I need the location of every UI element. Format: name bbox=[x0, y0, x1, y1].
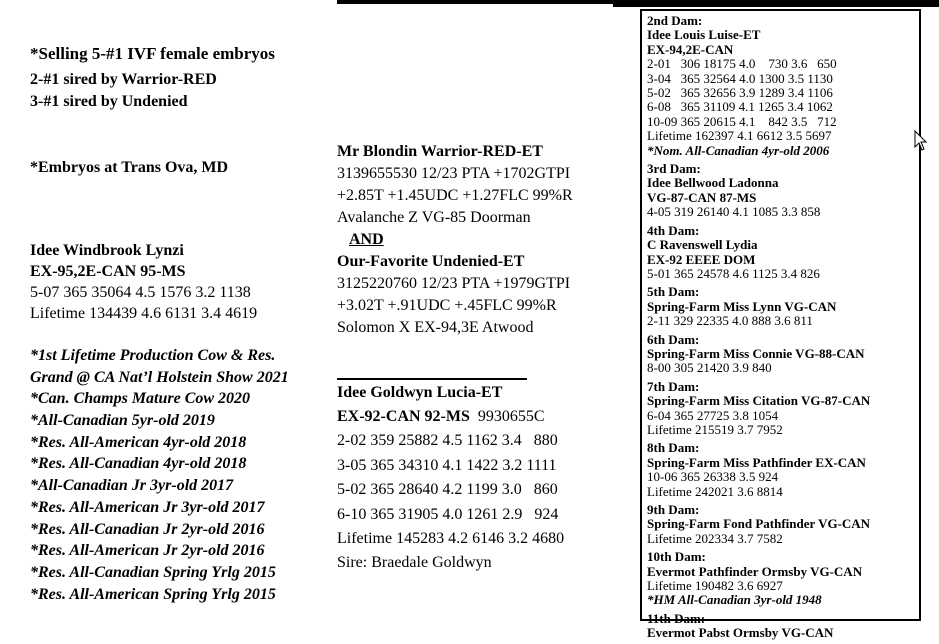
award-item: Grand @ CA Nat’l Holstein Show 2021 bbox=[30, 368, 289, 386]
sire2-name: Our-Favorite Undenied-ET bbox=[337, 253, 525, 270]
dam2-class: EX-94,2E-CAN bbox=[647, 41, 734, 57]
sire1-line2: +2.85T +1.45UDC +1.27FLC 99%R bbox=[337, 187, 573, 204]
dam7-label: 7th Dam: bbox=[647, 378, 700, 394]
award-item: *1st Lifetime Production Cow & Res. bbox=[30, 347, 276, 364]
dam8-name: Spring-Farm Miss Pathfinder EX-CAN bbox=[647, 454, 866, 470]
dam8-lifetime: Lifetime 242021 3.6 8814 bbox=[647, 483, 783, 499]
dam8-record: 10-06 365 26338 3.5 924 bbox=[647, 469, 779, 485]
dam-record: 2-02 359 25882 4.5 1162 3.4 880 bbox=[337, 432, 558, 450]
top-rule bbox=[337, 0, 613, 4]
award-item: *Res. All-American Jr 2yr-old 2016 bbox=[30, 542, 265, 560]
dam10-label: 10th Dam: bbox=[647, 549, 706, 565]
dam11-label: 11th Dam: bbox=[647, 610, 706, 626]
dam5-name: Spring-Farm Miss Lynn VG-CAN bbox=[647, 298, 837, 314]
sire2-line2: +3.02T +.91UDC +.45FLC 99%R bbox=[337, 297, 557, 314]
dam4-record: 5-01 365 24578 4.6 1125 3.4 826 bbox=[647, 265, 820, 281]
dam6-section bbox=[647, 333, 914, 376]
award-item: *Res. All-American 4yr-old 2018 bbox=[30, 433, 247, 451]
dam3-section bbox=[647, 162, 914, 220]
pedigree-box bbox=[640, 9, 921, 641]
and-label: AND bbox=[349, 231, 384, 248]
dam2-record: 10-09 365 20615 4.1 842 3.5 712 bbox=[647, 113, 837, 129]
dam8-section bbox=[647, 441, 914, 499]
dam-block bbox=[337, 381, 564, 576]
dam6-record: 8-00 305 21420 3.9 840 bbox=[647, 360, 772, 376]
dam-record: 6-10 365 31905 4.0 1261 2.9 924 bbox=[337, 505, 559, 523]
dam6-name: Spring-Farm Miss Connie VG-88-CAN bbox=[647, 345, 865, 361]
dam7-lifetime: Lifetime 215519 3.7 7952 bbox=[647, 421, 783, 437]
dam9-section bbox=[647, 503, 914, 546]
dam3-class: VG-87-CAN 87-MS bbox=[647, 189, 757, 205]
sired-line-2: 3-#1 sired by Undenied bbox=[30, 93, 188, 110]
dam-sire: Sire: Braedale Goldwyn bbox=[337, 554, 492, 572]
dam11-section bbox=[647, 612, 914, 641]
separator-rule bbox=[337, 378, 527, 380]
dam-record: 3-05 365 34310 4.1 1422 3.2 1111 bbox=[337, 456, 557, 474]
embryos-location: *Embryos at Trans Ova, MD bbox=[30, 159, 229, 176]
award-item: *All-Canadian Jr 3yr-old 2017 bbox=[30, 477, 234, 495]
dam2-record: 5-02 365 32656 3.9 1289 3.4 1106 bbox=[647, 85, 833, 101]
dam9-name: Spring-Farm Fond Pathfinder VG-CAN bbox=[647, 516, 871, 532]
dam10-lifetime: Lifetime 190482 3.6 6927 bbox=[647, 578, 783, 594]
dam7-section bbox=[647, 380, 914, 438]
dam11-name: Evermot Pabst Ormsby VG-CAN bbox=[647, 625, 834, 641]
dam4-section bbox=[647, 224, 914, 282]
dam2-record: 3-04 365 32564 4.0 1300 3.5 1130 bbox=[647, 70, 833, 86]
award-item: *Res. All-American Spring Yrlg 2015 bbox=[30, 585, 276, 603]
dam5-record: 2-11 329 22335 4.0 888 3.6 811 bbox=[647, 313, 813, 329]
dam3-record: 4-05 319 26140 4.1 1085 3.3 858 bbox=[647, 204, 821, 220]
dam3-label: 3rd Dam: bbox=[647, 161, 701, 177]
dam2-lifetime: Lifetime 162397 4.1 6612 3.5 5697 bbox=[647, 128, 832, 144]
dam2-label: 2nd Dam: bbox=[647, 13, 703, 28]
dam6-label: 6th Dam: bbox=[647, 331, 700, 347]
cow-classification: EX-95,2E-CAN 95-MS bbox=[30, 263, 186, 280]
dam-record: 5-02 365 28640 4.2 1199 3.0 860 bbox=[337, 481, 558, 499]
dam-registration: 9930655C bbox=[477, 408, 545, 425]
awards-list bbox=[30, 345, 289, 605]
dam2-record: 2-01 306 18175 4.0 730 3.6 650 bbox=[647, 56, 837, 72]
dam2-section bbox=[647, 14, 914, 158]
sire2-line3: Solomon X EX-94,3E Atwood bbox=[337, 319, 534, 336]
award-item: *Res. All-Canadian Spring Yrlg 2015 bbox=[30, 563, 276, 581]
dam4-label: 4th Dam: bbox=[647, 222, 700, 238]
award-item: *Res. All-American Jr 3yr-old 2017 bbox=[30, 498, 265, 516]
dam4-class: EX-92 EEEE DOM bbox=[647, 251, 756, 267]
selling-headline: *Selling 5-#1 IVF female embryos bbox=[30, 44, 275, 63]
dam-class-row bbox=[337, 405, 564, 429]
sire1-line3: Avalanche Z VG-85 Doorman bbox=[337, 209, 531, 226]
sire2-line1: 3125220760 12/23 PTA +1979GTPI bbox=[337, 275, 571, 292]
dam7-name: Spring-Farm Miss Citation VG-87-CAN bbox=[647, 393, 871, 409]
dam5-label: 5th Dam: bbox=[647, 284, 700, 300]
cow-lifetime: Lifetime 134439 4.6 6131 3.4 4619 bbox=[30, 305, 258, 322]
dam3-name: Idee Bellwood Ladonna bbox=[647, 175, 779, 191]
dam4-name: C Ravenswell Lydia bbox=[647, 237, 758, 253]
award-item: *All-Canadian 5yr-old 2019 bbox=[30, 412, 215, 430]
dam10-name: Evermot Pathfinder Ormsby VG-CAN bbox=[647, 563, 863, 579]
dam2-name: Idee Louis Luise-ET bbox=[647, 27, 761, 43]
dam8-label: 8th Dam: bbox=[647, 440, 700, 456]
dam2-note: *Nom. All-Canadian 4yr-old 2006 bbox=[647, 142, 830, 158]
dam-classification: EX-92-CAN 92-MS bbox=[337, 408, 470, 425]
sires-block bbox=[337, 141, 573, 339]
sire1-name: Mr Blondin Warrior-RED-ET bbox=[337, 143, 543, 160]
dam2-record: 6-08 365 31109 4.1 1265 3.4 1062 bbox=[647, 99, 833, 115]
sire1-line1: 3139655530 12/23 PTA +1702GTPI bbox=[337, 165, 571, 182]
dam5-section bbox=[647, 285, 914, 328]
dam-lifetime: Lifetime 145283 4.2 6146 3.2 4680 bbox=[337, 529, 565, 547]
dam9-label: 9th Dam: bbox=[647, 502, 700, 517]
cow-record: 5-07 365 35064 4.5 1576 3.2 1138 bbox=[30, 284, 251, 301]
dam-name: Idee Goldwyn Lucia-ET bbox=[337, 384, 503, 401]
top-rule-thick bbox=[613, 0, 939, 7]
award-item: *Can. Champs Mature Cow 2020 bbox=[30, 390, 251, 408]
dam10-section bbox=[647, 550, 914, 608]
award-item: *Res. All-Canadian 4yr-old 2018 bbox=[30, 455, 247, 473]
dam9-lifetime: Lifetime 202334 3.7 7582 bbox=[647, 530, 783, 546]
dam7-record: 6-04 365 27725 3.8 1054 bbox=[647, 407, 779, 423]
cow-name: Idee Windbrook Lynzi bbox=[30, 242, 184, 259]
award-item: *Res. All-Canadian Jr 2yr-old 2016 bbox=[30, 520, 265, 538]
mouse-cursor-icon bbox=[914, 130, 930, 152]
dam10-note: *HM All-Canadian 3yr-old 1948 bbox=[647, 592, 822, 608]
sired-line-1: 2-#1 sired by Warrior-RED bbox=[30, 71, 217, 88]
